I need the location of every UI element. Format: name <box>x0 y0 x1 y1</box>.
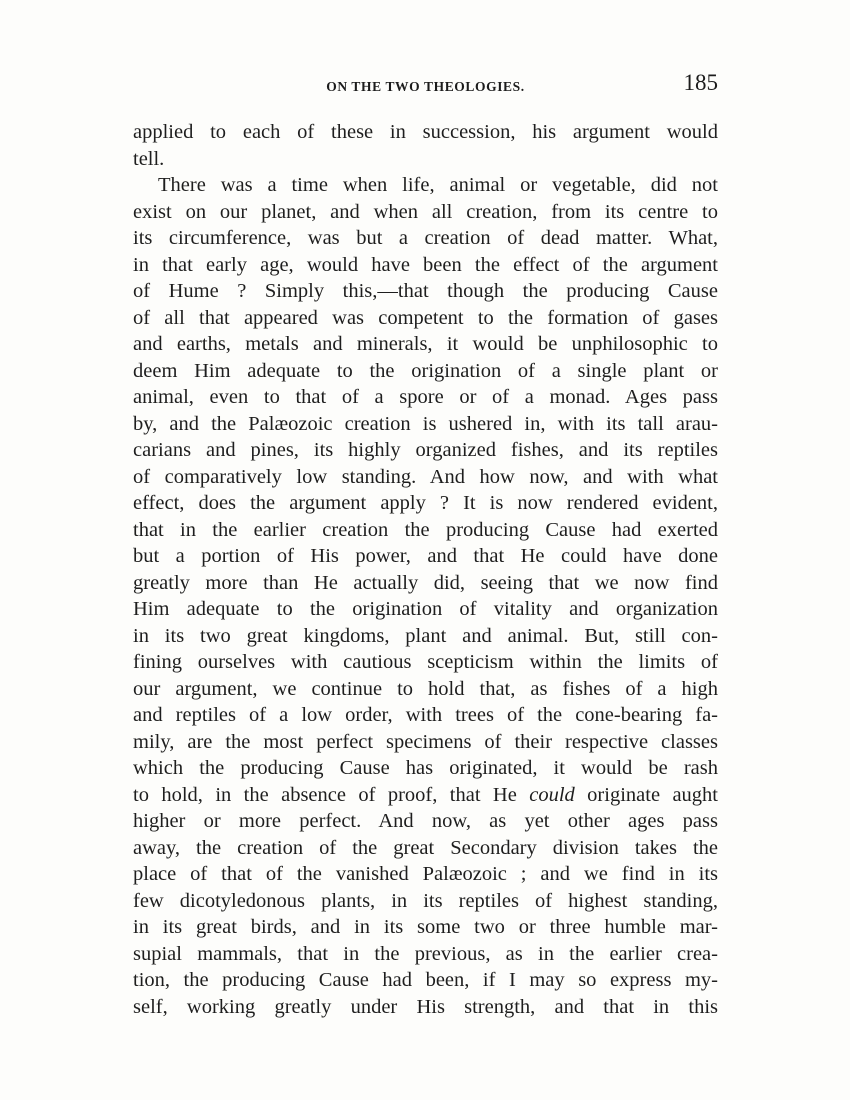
text-line: of comparatively low standing. And how now, and with what <box>133 465 718 488</box>
text-line: greatly more than He actually did, seeing that we now find <box>133 571 718 594</box>
text-segment: originate aught <box>574 783 718 806</box>
text-line: applied to each of these in succession, his argument would <box>133 121 718 143</box>
text-line: tion, the producing Cause had been, if I may so express my- <box>133 969 718 991</box>
text-line: animal, even to that of a spore or of a monad. Ages pass <box>133 386 718 408</box>
text-line: deem Him adequate to the origination of a single plant or <box>133 359 718 382</box>
text-line: place of that of the vanished Palæozoic ; and we find in its <box>133 863 718 885</box>
text-line: in its two great kingdoms, plant and animal. But, still con- <box>133 624 718 647</box>
text-line: that in the earlier creation the producing Cause had exerted <box>133 518 718 541</box>
emphasized-word: could <box>529 783 575 806</box>
running-title: ON THE TWO THEOLOGIES. <box>326 79 525 94</box>
running-head <box>133 70 718 104</box>
text-line: which the producing Cause has originated, it would be rash <box>133 757 718 779</box>
text-line: and reptiles of a low order, with trees of the cone-bearing fa- <box>133 704 718 726</box>
text-line: by, and the Palæozoic creation is ushered in, with its tall arau- <box>133 412 718 435</box>
text-line: and earths, metals and minerals, it would be unphilosophic to <box>133 333 718 355</box>
text-line: in its great birds, and in its some two or three humble mar- <box>133 916 718 938</box>
text-line-with-emphasis <box>133 782 718 809</box>
text-line: carians and pines, its highly organized fishes, and its reptiles <box>133 439 718 461</box>
text-line: fining ourselves with cautious scepticism within the limits of <box>133 651 718 673</box>
paragraph-first-line: There was a time when life, animal or vegetable, did not <box>158 174 718 196</box>
text-line: away, the creation of the great Secondary division takes the <box>133 836 718 859</box>
text-line: its circumference, was but a creation of dead matter. What, <box>133 227 718 249</box>
text-line: effect, does the argument apply ? It is now rendered evident, <box>133 492 718 514</box>
text-line: our argument, we continue to hold that, as fishes of a high <box>133 677 718 700</box>
text-line: in that early age, would have been the effect of the argument <box>133 253 718 276</box>
text-line: Him adequate to the origination of vitality and organization <box>133 598 718 620</box>
text-line: exist on our planet, and when all creation, from its centre to <box>133 200 718 223</box>
text-line: few dicotyledonous plants, in its reptiles of highest standing, <box>133 889 718 912</box>
text-line: of all that appeared was competent to the formation of gases <box>133 306 718 329</box>
body-text <box>133 119 718 1020</box>
text-line: self, working greatly under His strength, and that in this <box>133 995 718 1018</box>
text-line: of Hume ? Simply this,—that though the producing Cause <box>133 280 718 302</box>
text-line: higher or more perfect. And now, as yet other ages pass <box>133 810 718 832</box>
text-segment: to hold, in the absence of proof, that He <box>133 783 530 806</box>
text-line: supial mammals, that in the previous, as in the earlier crea- <box>133 942 718 965</box>
text-line: but a portion of His power, and that He could have done <box>133 545 718 567</box>
page-number: 185 <box>683 70 718 95</box>
text-line: tell. <box>133 147 165 170</box>
text-line: mily, are the most perfect specimens of their respective classes <box>133 730 718 753</box>
